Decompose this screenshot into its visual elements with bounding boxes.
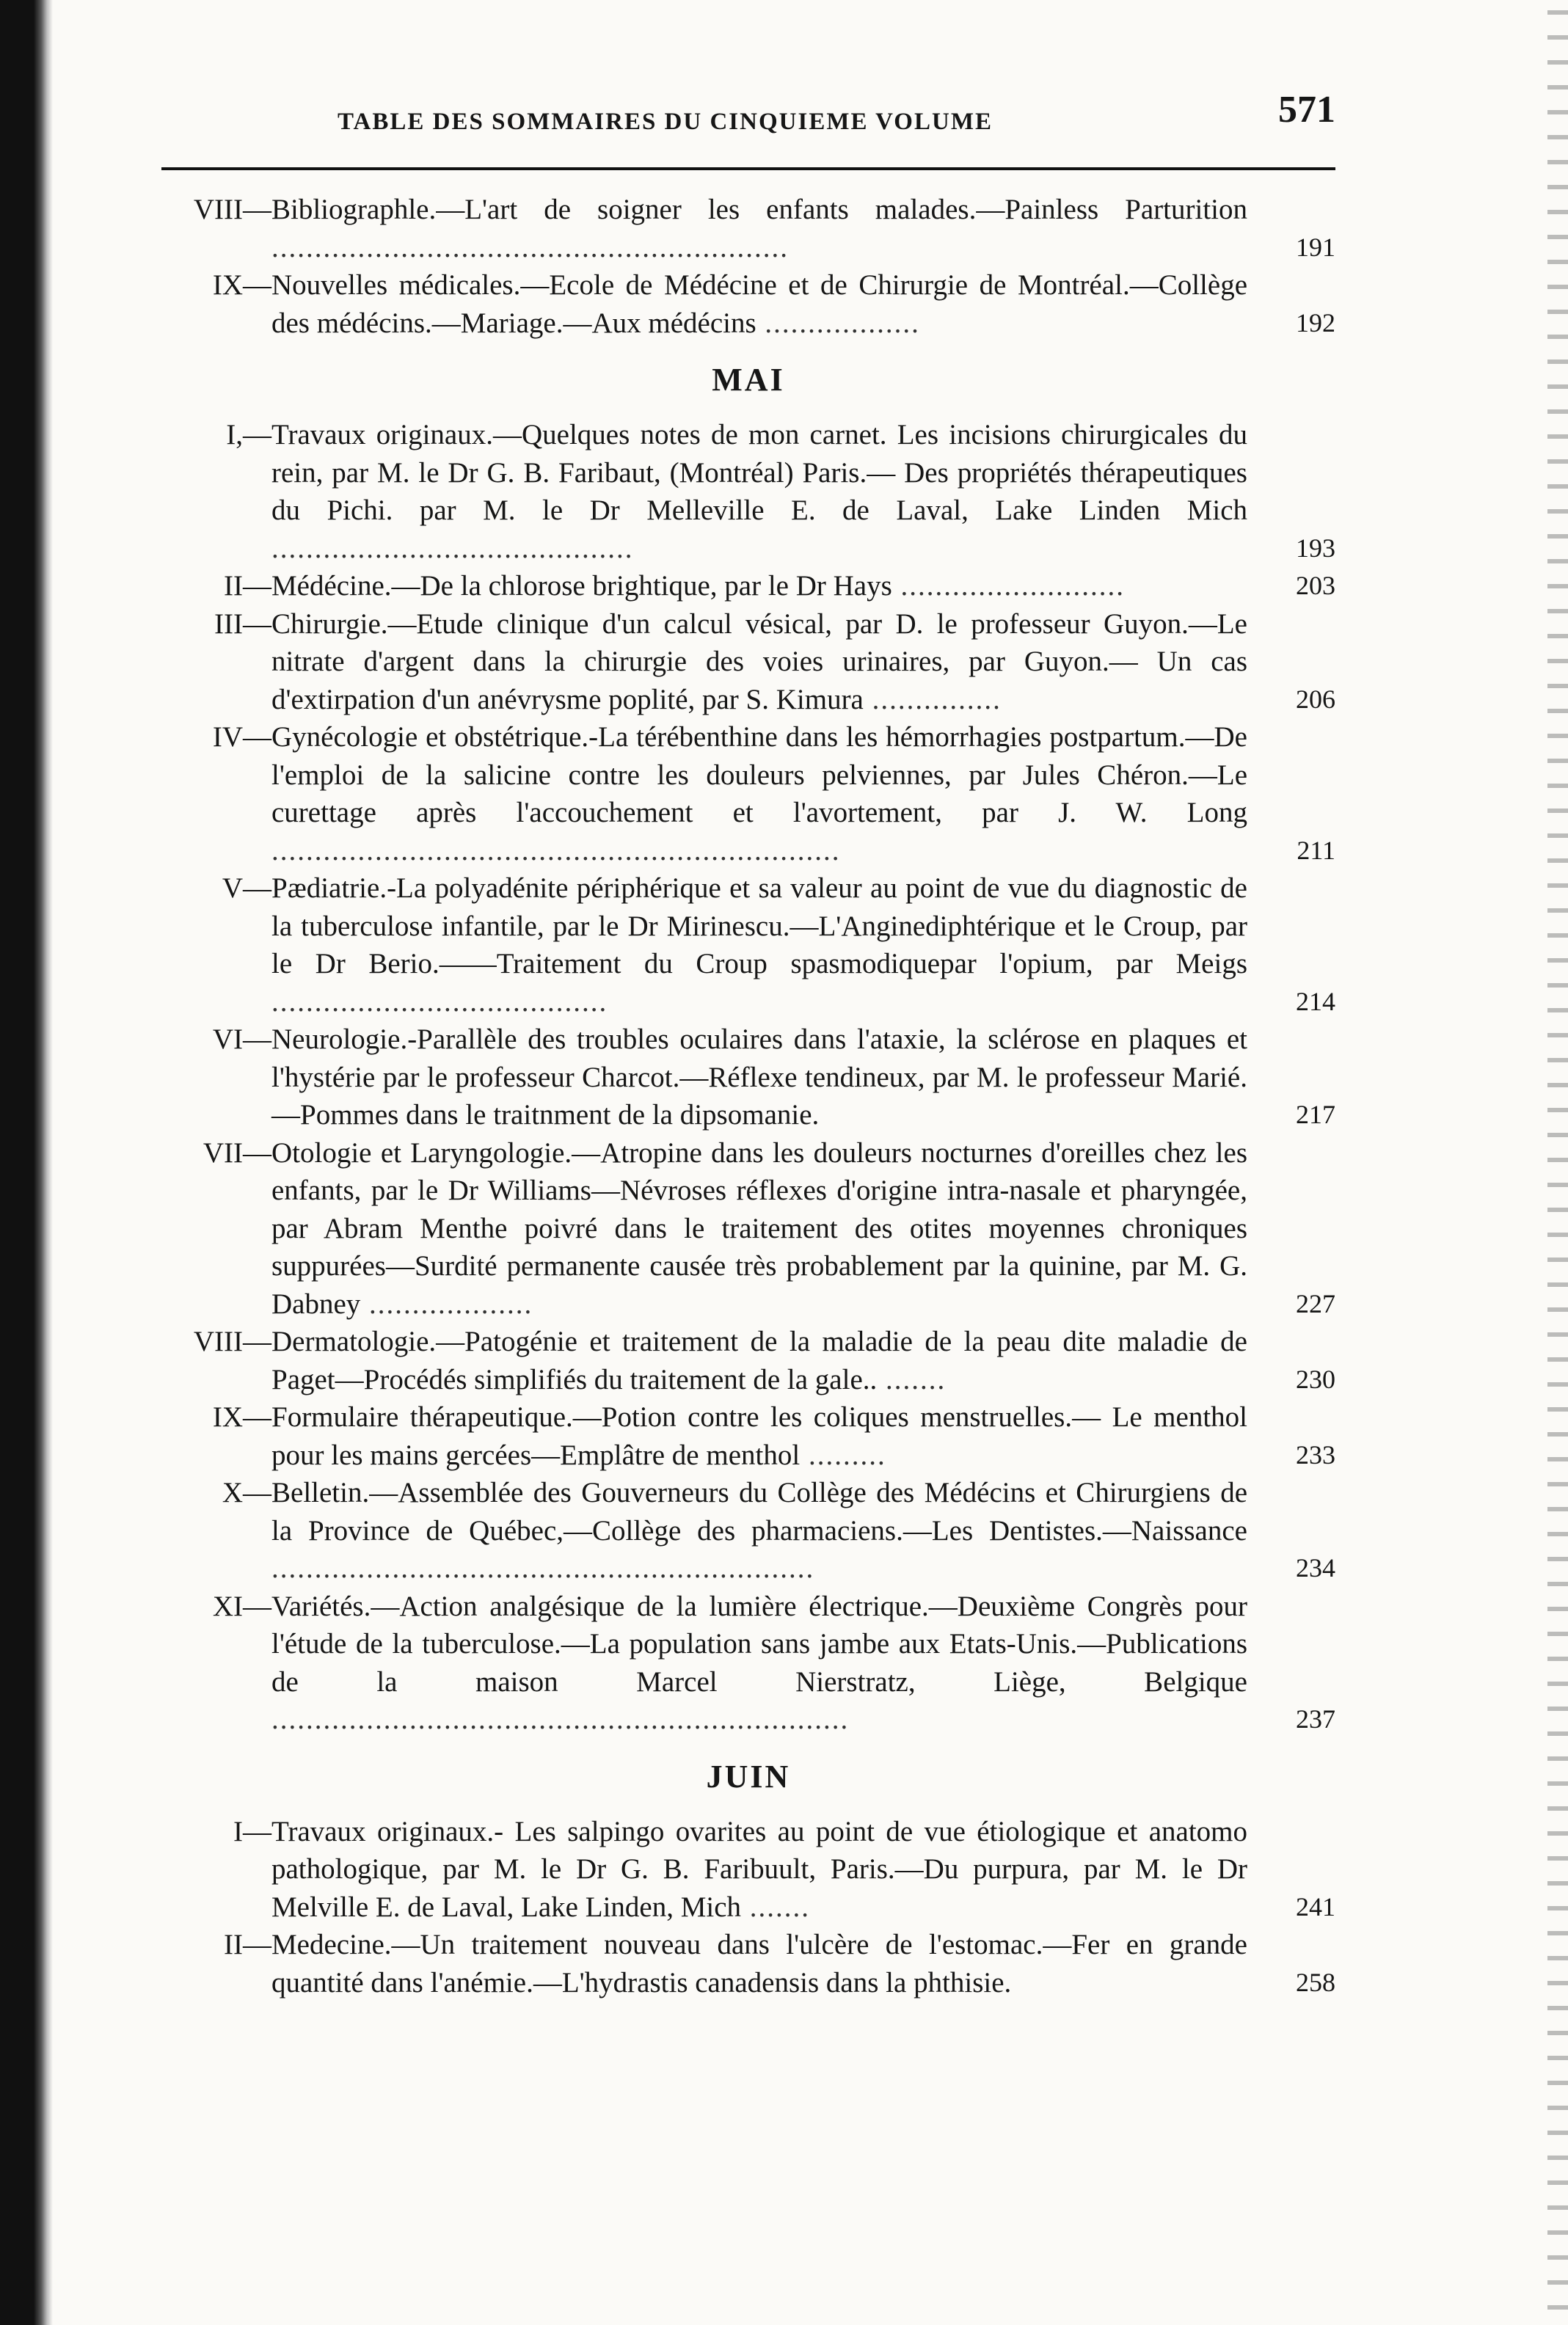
running-title: TABLE DES SOMMAIRES DU CINQUIEME VOLUME (338, 109, 993, 135)
entry-number: IX— (212, 269, 271, 301)
entry-number: III— (214, 607, 271, 640)
entry-text: Belletin.—Assemblée des Gouverneurs du Collège des Médécins et Chirurgiens de la Province de Québec,—Collège des pharmaciens.—Les Dentistes.—Naissance ............................................................... (271, 1477, 1247, 1584)
entry-number: VII— (203, 1136, 271, 1169)
entry-number: XI— (212, 1590, 271, 1622)
entry-number: VIII— (193, 194, 271, 225)
toc-entry (161, 1813, 1335, 1927)
entry-number: IV— (212, 721, 271, 753)
section-heading-mai: MAI (712, 362, 785, 398)
entry-page: 258 (1296, 1967, 1335, 1997)
entry-page: 191 (1296, 232, 1335, 262)
toc-entry (161, 191, 1335, 266)
entry-number: VI— (212, 1023, 271, 1055)
entry-text: Formulaire thérapeutique.—Potion contre les coliques menstruelles.— Le menthol pour les mains gercées—Emplâtre de menthol ......... (271, 1401, 1247, 1471)
toc-entry (161, 869, 1335, 1021)
entry-text: Variétés.—Action analgésique de la lumière électrique.—Deuxième Congrès pour l'étude de la tuberculose.—La population sans jambe aux Etats-Unis.—Publications de la maison Marcel Nierstratz, Liège, Belgique ................................................................... (271, 1590, 1247, 1735)
toc-entry (161, 1926, 1335, 2001)
entry-text: Otologie et Laryngologie.—Atropine dans les douleurs nocturnes d'oreilles chez les enfants, par le Dr Williams—Névroses réflexes d'origine intra-nasale et pharyngée, par Abram Menthe poivré dans le traitement des otites moyennes chroniques suppurées—Surdité permanente causée très probablement par la quinine, par M. G. Dabney ................... (271, 1136, 1247, 1320)
entry-text: Medecine.—Un traitement nouveau dans l'ulcère de l'estomac.—Fer en grande quantité dans l'anémie.—L'hydrastis canadensis dans la phthisie. (271, 1929, 1247, 1999)
entry-page: 233 (1296, 1439, 1335, 1470)
entry-number: II— (224, 1929, 271, 1960)
toc-entry (161, 1474, 1335, 1588)
header-rule (161, 167, 1335, 170)
entry-page: 234 (1296, 1553, 1335, 1583)
entry-number: V— (222, 872, 271, 904)
toc-entry (161, 1134, 1335, 1324)
entry-page: 230 (1296, 1364, 1335, 1394)
entry-page: 237 (1296, 1704, 1335, 1734)
book-binding-shadow (0, 0, 53, 2325)
section-heading-juin: JUIN (706, 1758, 791, 1795)
entry-number: I— (233, 1815, 271, 1847)
entry-text: Médécine.—De la chlorose brightique, par le Dr Hays .......................... (271, 570, 1126, 602)
toc-entry (161, 1588, 1335, 1739)
entry-number: I,— (226, 419, 271, 450)
entry-number: X— (222, 1477, 271, 1508)
entry-text: Travaux originaux.—Quelques notes de mon carnet. Les incisions chirurgicales du rein, par M. le Dr G. B. Faribaut, (Montréal) Paris.— Des propriétés thérapeutiques du Pichi. par M. le Dr Melleville E. de Laval, Lake Linden Mich .......................................... (271, 419, 1247, 564)
entry-page: 211 (1297, 835, 1335, 865)
toc-entry (161, 605, 1335, 719)
entry-text: Dermatologie.—Patogénie et traitement de la maladie de la peau dite maladie de Paget—Procédés simplifiés du traitement de la gale.. ....... (271, 1326, 1247, 1395)
entry-page: 192 (1296, 307, 1335, 337)
entry-page: 193 (1296, 533, 1335, 563)
toc-entry (161, 567, 1335, 605)
page-edge-marks (1547, 0, 1568, 2325)
entry-number: IX— (212, 1401, 271, 1433)
toc-entry (161, 416, 1335, 567)
entry-page: 206 (1296, 684, 1335, 714)
page (161, 88, 1335, 2001)
entry-text: Gynécologie et obstétrique.-La térébenthine dans les hémorrhagies postpartum.—De l'emploi de la salicine contre les douleurs pelviennes, par Jules Chéron.—Le curettage après l'accouchement et l'avortement, par J. W. Long .................................................................. (271, 721, 1247, 866)
entry-text: Neurologie.-Parallèle des troubles oculaires dans l'ataxie, la sclérose en plaques et l'hystérie par le professeur Charcot.—Réflexe tendineux, par M. le professeur Marié.—Pommes dans le traitnment de la dipsomanie. (271, 1023, 1247, 1131)
table-of-contents (161, 191, 1335, 2001)
toc-entry (161, 1398, 1335, 1474)
toc-entry (161, 1021, 1335, 1134)
entry-text: Pædiatrie.-La polyadénite périphérique et sa valeur au point de vue du diagnostic de la tuberculose infantile, par le Dr Mirinescu.—L'Anginediphtérique et le Croup, par le Dr Berio.——Traitement du Croup spasmodiquepar l'opium, par Meigs ....................................... (271, 872, 1247, 1018)
entry-page: 214 (1296, 986, 1335, 1016)
entry-page: 241 (1296, 1891, 1335, 1921)
entry-text: Chirurgie.—Etude clinique d'un calcul vésical, par D. le professeur Guyon.—Le nitrate d'argent dans la chirurgie des voies urinaires, par Guyon.— Un cas d'extirpation d'un anévrysme poplité, par S. Kimura ............... (271, 607, 1247, 715)
toc-entry (161, 1323, 1335, 1398)
entry-page: 217 (1296, 1100, 1335, 1129)
entry-text: Travaux originaux.- Les salpingo ovarites au point de vue étiologique et anatomo pathologique, par M. le Dr G. B. Faribuult, Paris.—Du purpura, par M. le Dr Melville E. de Laval, Lake Linden, Mich ....... (271, 1815, 1247, 1923)
entry-page: 227 (1296, 1288, 1335, 1318)
entry-text: Bibliographle.—L'art de soigner les enfants malades.—Painless Parturition ............................................................ (271, 194, 1247, 263)
entry-text: Nouvelles médicales.—Ecole de Médécine et de Chirurgie de Montréal.—Collège des médécins.—Mariage.—Aux médécins .................. (271, 269, 1247, 339)
entry-page: 203 (1296, 571, 1335, 600)
page-number: 571 (1278, 89, 1335, 131)
running-head (161, 88, 1335, 154)
entry-number: VIII— (193, 1326, 271, 1357)
entry-number: II— (224, 570, 271, 602)
toc-entry (161, 266, 1335, 342)
toc-entry (161, 718, 1335, 869)
